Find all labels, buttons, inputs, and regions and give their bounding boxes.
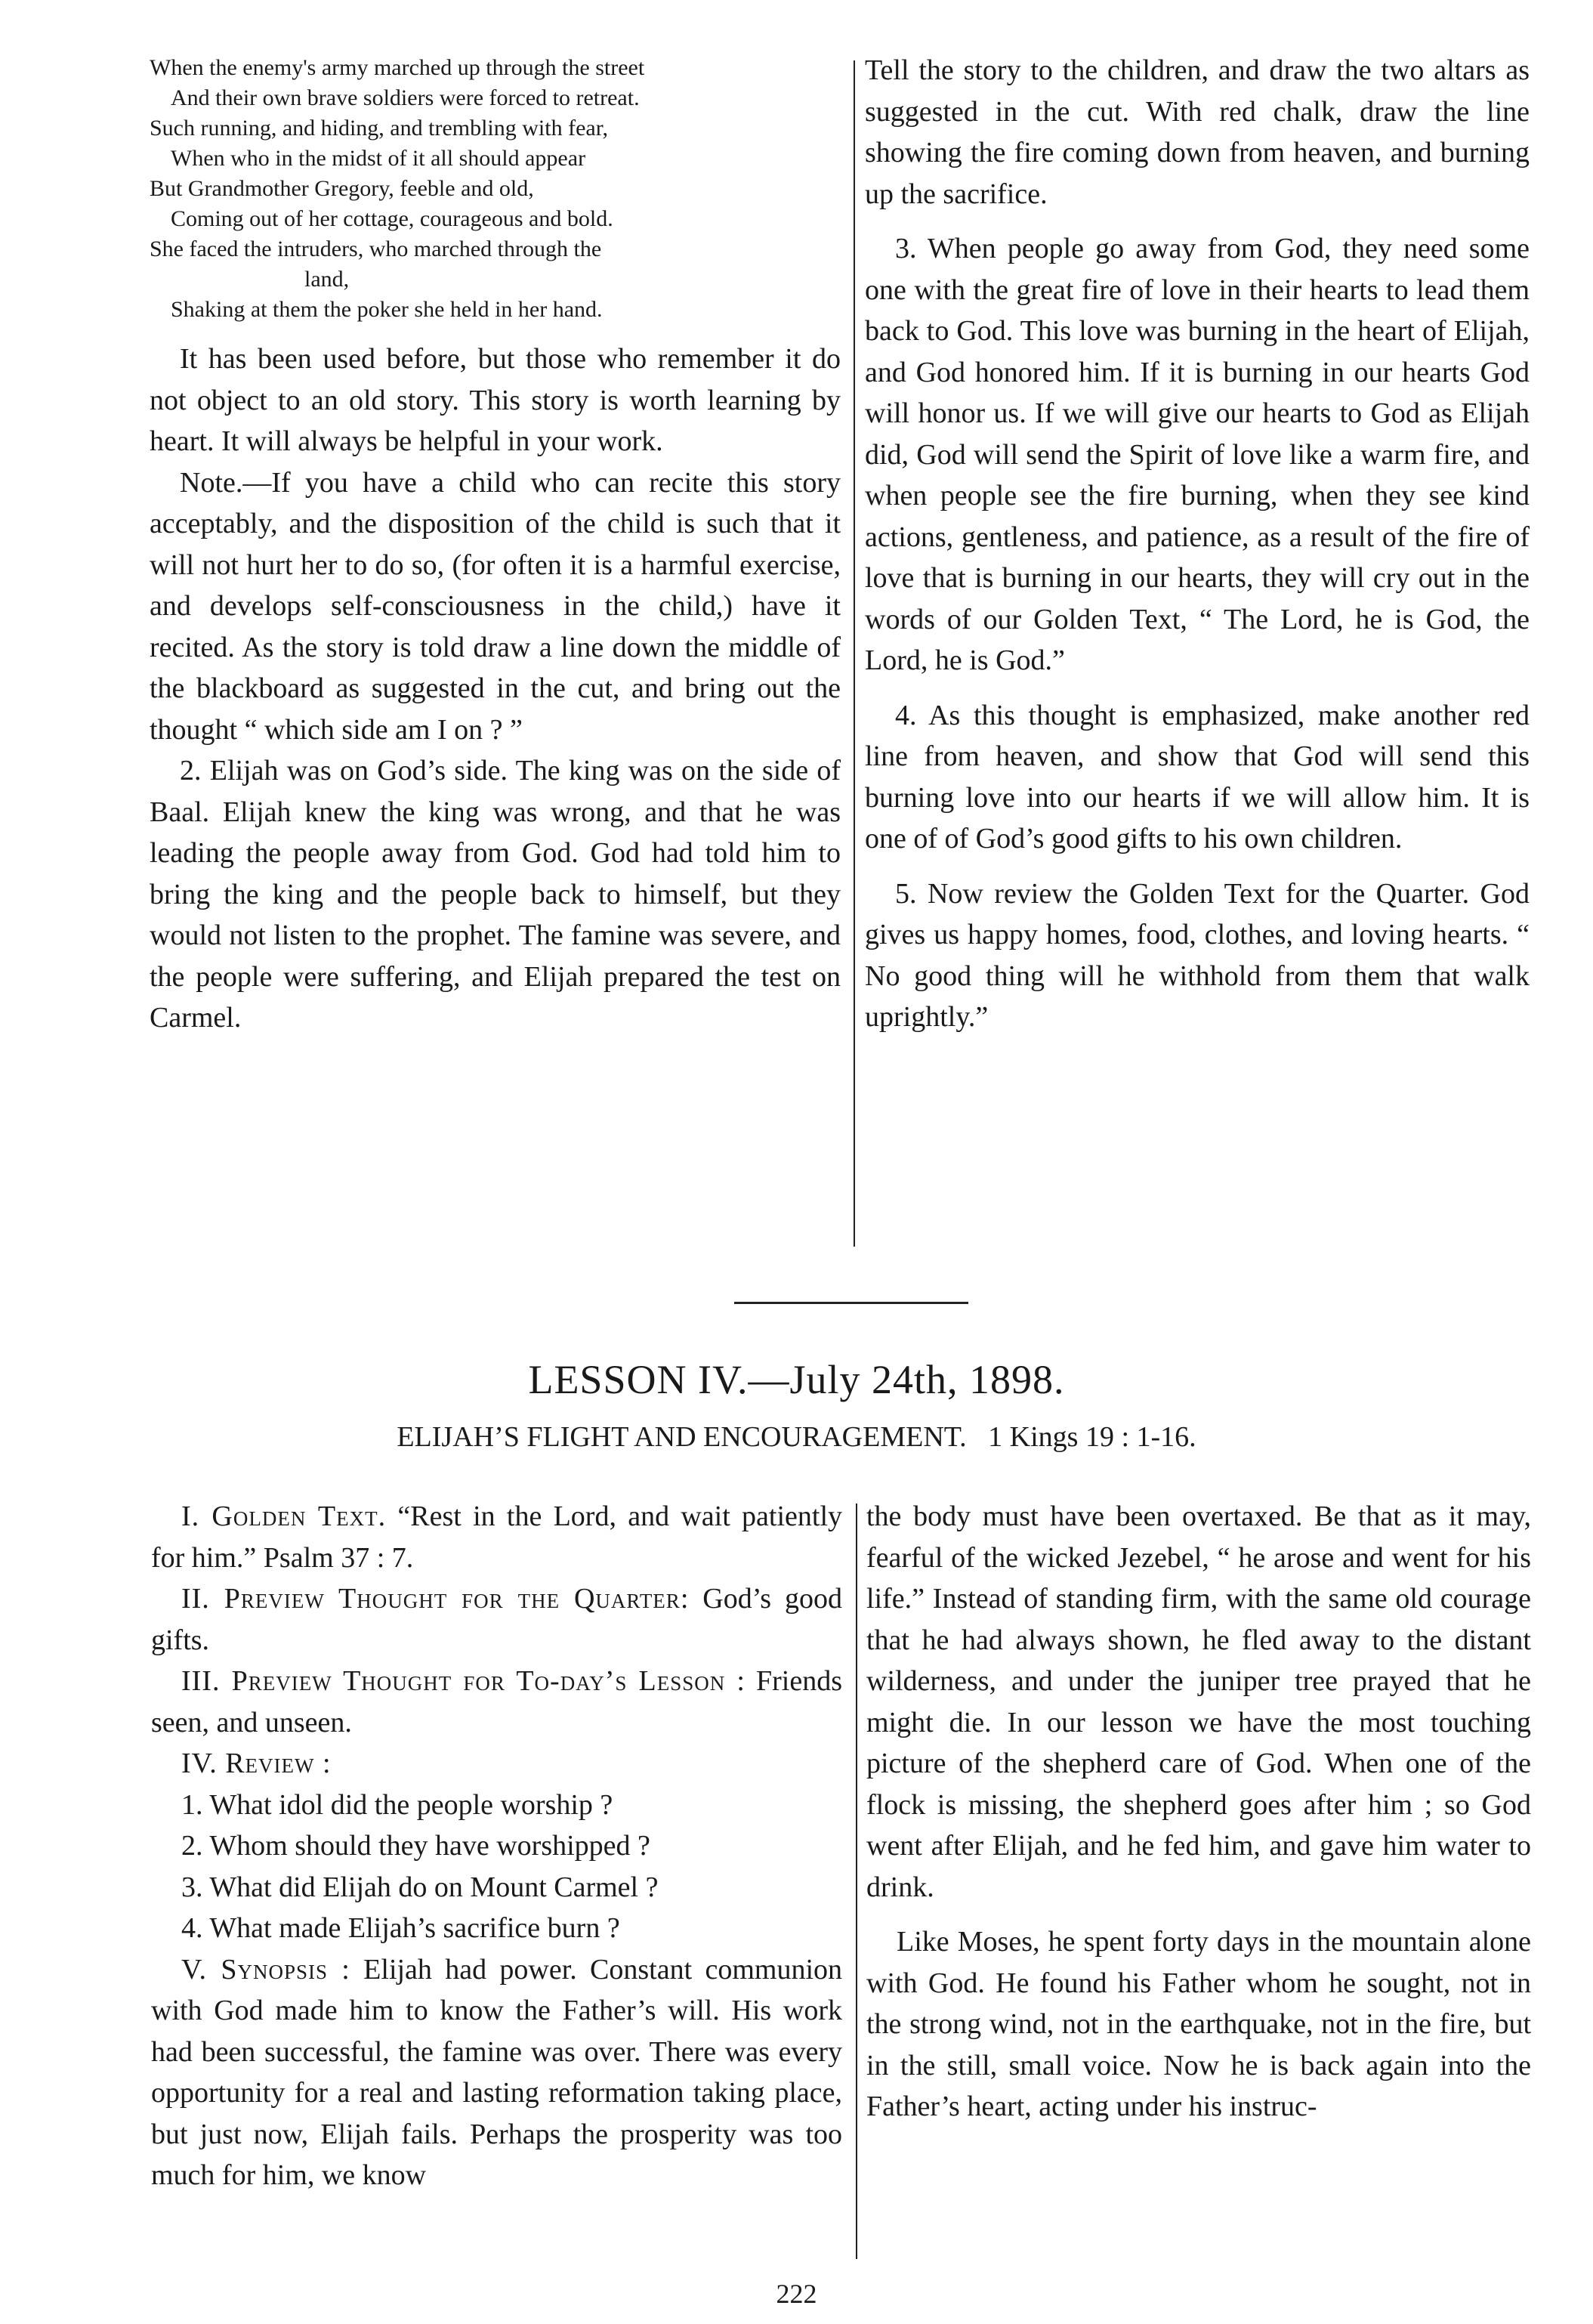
review-heading: IV. Review : [181, 1748, 332, 1779]
poem-line: But Grandmother Gregory, feeble and old, [150, 176, 534, 201]
paragraph: the body must have been overtaxed. Be that as it may, fearful of the wicked Jezebel, “ he arose and went for his life.” Instead of standing firm, with the same old courage that he had always shown, he fled away to the distant wilderness, and under the juniper tree prayed that he might die. In our lesson we have the most touching picture of the shepherd care of God. When one of the flock is missing, the shepherd goes after him ; so God went after Elijah, and he fed him, and gave him water to drink. [866, 1500, 1531, 1903]
review-label [151, 1743, 842, 1785]
golden-text [151, 1496, 842, 1578]
review-question: 4. What made Elijah’s sacrifice burn ? [181, 1912, 620, 1944]
paragraph: 4. As this thought is emphasized, make another red line from heaven, and show that God will send this burning love into our hearts if we will allow him. It is one of of God’s good gifts to his own children. [865, 699, 1530, 855]
lesson-title: LESSON IV.—July 24th, 1898. [528, 1357, 1065, 1402]
paragraph: 2. Elijah was on God’s side. The king was on the side of Baal. Elijah knew the king was wrong, and that he was leading the people away from God. God had told him to bring the king and the people back to himself, but they would not listen to the prophet. The famine was severe, and the people were suffering, and Elijah prepared the test on Carmel. [150, 755, 841, 1034]
preview-quarter-label: II. Preview Thought for the Quarter: [181, 1583, 690, 1615]
poem-line: She faced the intruders, who marched through the [150, 236, 602, 261]
review-question: 3. What did Elijah do on Mount Carmel ? [181, 1871, 659, 1903]
preview-quarter-body: God’s good gifts. [151, 1583, 842, 1656]
synopsis [151, 1949, 842, 2196]
poem-line: When the enemy's army marched up through the street [150, 55, 645, 80]
column-divider [854, 60, 855, 1247]
paragraph: 3. When people go away from God, they need some one with the great fire of love in their hearts to lead them back to God. This love was burning in the heart of Elijah, and God honored him. If it is burning in our hearts God will honor us. If we will give our hearts to God as Elijah did, God will send the Spirit of love like a warm fire, and when people see the fire burning, when they see kind actions, gentleness, and patience, as a result of the fire of love that is burning in our hearts, they will cry out in the words of our Golden Text, “ The Lord, he is God, the Lord, he is God.” [865, 233, 1530, 676]
bottom-left-column [151, 1496, 842, 2196]
golden-text-body: “Rest in the Lord, and wait patiently for him.” Psalm 37 : 7. [151, 1500, 842, 1574]
paragraph: It has been used before, but those who remember it do not object to an old story. This story is worth learning by heart. It will always be helpful in your work. [150, 343, 841, 457]
paragraph: 5. Now review the Golden Text for the Quarter. God gives us happy homes, food, clothes, and loving hearts. “ No good thing will he withhold from them that walk uprightly.” [865, 877, 1530, 1033]
column-divider [856, 1503, 857, 2259]
preview-quarter [151, 1578, 842, 1661]
poem-line: And their own brave soldiers were forced to retreat. [171, 85, 640, 110]
poem-line: Shaking at them the poker she held in her hand. [171, 297, 603, 322]
review-question: 1. What idol did the people worship ? [181, 1788, 613, 1821]
lesson-reference: 1 Kings 19 : 1-16. [988, 1421, 1196, 1453]
poem-line: land, [304, 267, 350, 292]
paragraph: Like Moses, he spent forty days in the mountain alone with God. He found his Father whom he sought, not in the strong wind, not in the earthquake, not in the fire, but in the still, small voice. Now he is back again into the Father’s heart, acting under his instruc- [866, 1926, 1531, 2122]
synopsis-label: V. Synopsis : [181, 1953, 350, 1986]
poem [150, 53, 841, 325]
lesson-subtitle-text: ELIJAH’S FLIGHT AND ENCOURAGEMENT. [397, 1421, 967, 1453]
poem-line: When who in the midst of it all should appear [171, 146, 586, 171]
preview-today [151, 1661, 842, 1743]
top-right-column [865, 50, 1530, 1038]
poem-line: Such running, and hiding, and trembling with fear, [150, 116, 609, 141]
golden-text-label: I. Golden Text. [181, 1500, 387, 1532]
preview-today-label: III. Preview Thought for To-day’s Lesson : [181, 1665, 746, 1697]
paragraph: Note.—If you have a child who can recite this story acceptably, and the disposition of the child is such that it will not hurt her to do so, (for often it is a harmful exercise, and develops self-consciousness in the child,) have it recited. As the story is told draw a line down the middle of the blackboard as suggested in the cut, and bring out the thought “ which side am I on ? ” [150, 466, 841, 746]
lesson-subtitle [0, 1420, 1593, 1454]
synopsis-body: Elijah had power. Constant communion with God made him to know the Father’s will. His work had been successful, the famine was over. There was every opportunity for a real and lasting reformation taking place, but just now, Elijah fails. Perhaps the prosperity was too much for him, we know [151, 1953, 842, 2191]
poem-line: Coming out of her cottage, courageous and bold. [171, 206, 613, 231]
review-question: 2. Whom should they have worshipped ? [181, 1830, 650, 1862]
bottom-right-column [866, 1496, 1531, 2128]
paragraph: Tell the story to the children, and draw the two altars as suggested in the cut. With red chalk, draw the line showing the fire coming down from heaven, and burning up the sacrifice. [865, 54, 1530, 210]
page-number: 222 [776, 2279, 817, 2309]
top-left-column [150, 53, 841, 1039]
preview-today-body: Friends seen, and unseen. [151, 1665, 842, 1738]
section-divider [734, 1302, 968, 1304]
